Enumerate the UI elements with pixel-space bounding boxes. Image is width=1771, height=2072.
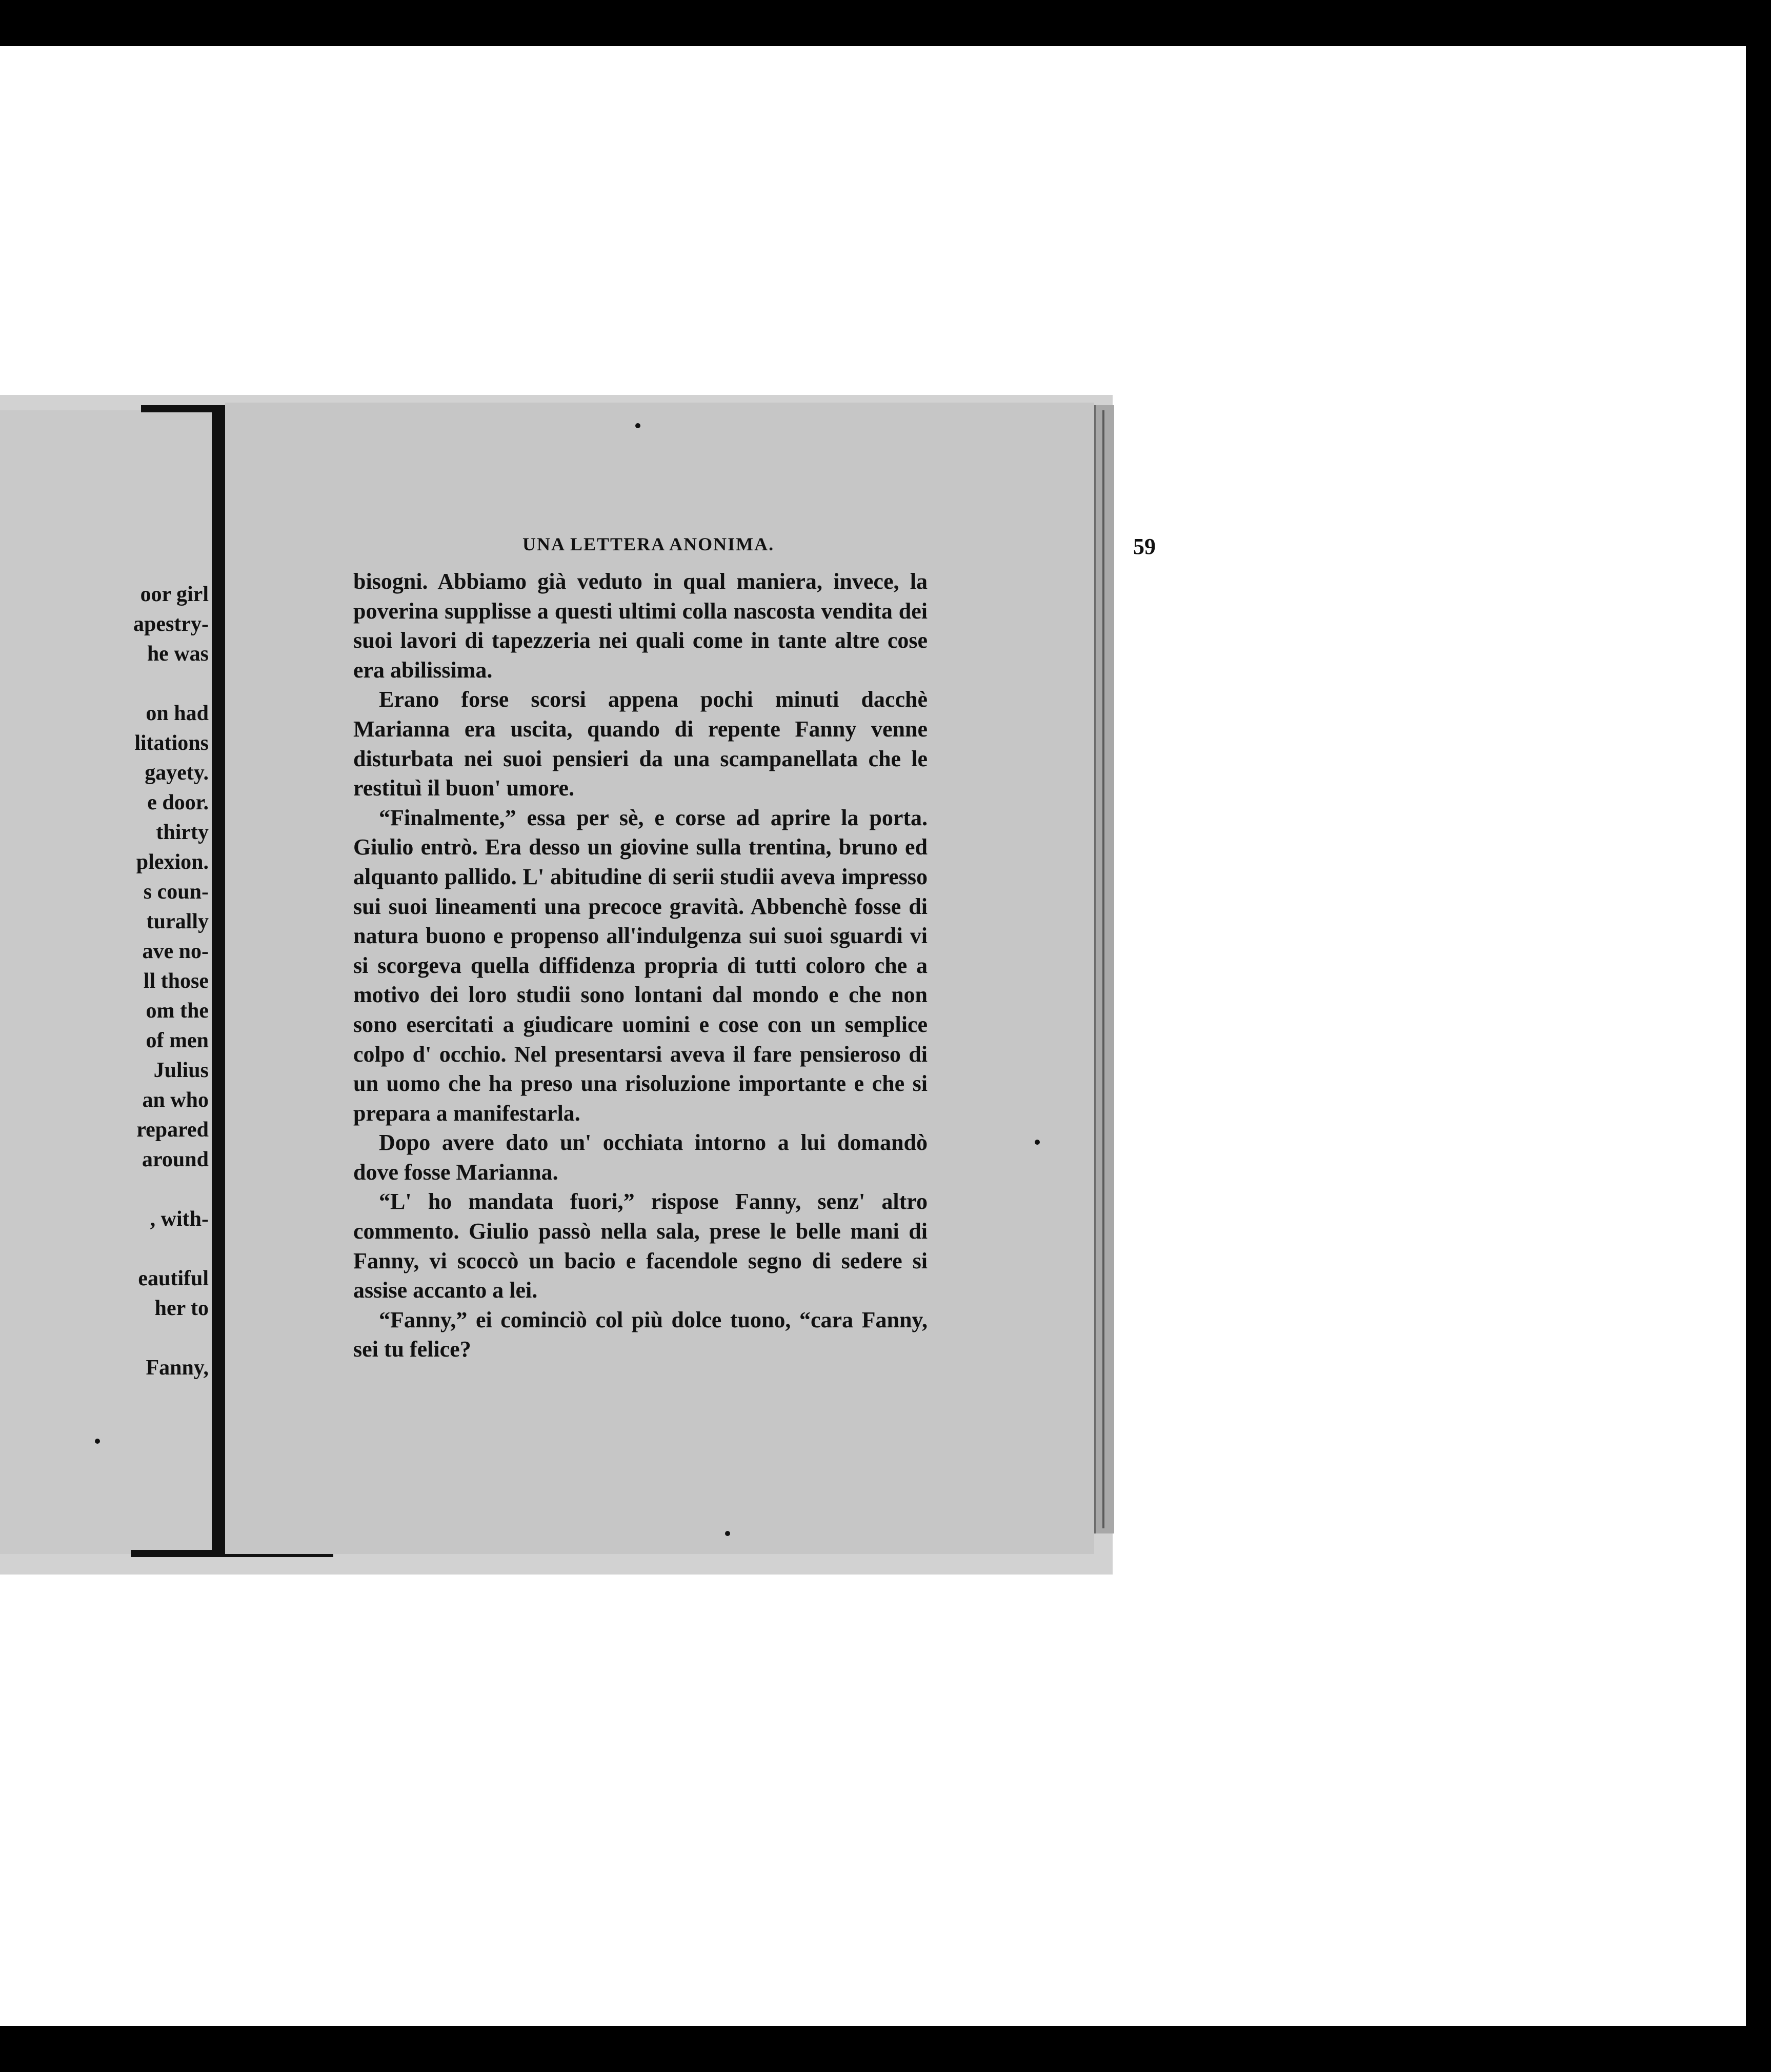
scan-border-right — [1746, 0, 1771, 2072]
left-page-line: s coun- — [143, 880, 209, 904]
left-page-line: he was — [147, 642, 209, 666]
page-number: 59 — [1133, 534, 1156, 559]
left-page-line: ll those — [143, 969, 209, 993]
left-page-line — [4, 1323, 209, 1353]
speck-mark — [95, 1439, 100, 1444]
speck-mark — [1035, 1140, 1040, 1145]
left-page-line: ave no- — [142, 940, 209, 963]
scan-border-bottom — [0, 2026, 1771, 2072]
paragraph: Dopo avere dato un' occhiata intorno a lui domandò dove fosse Marianna. — [353, 1130, 928, 1185]
paragraph: “L' ho mandata fuori,” rispose Fanny, senz' altro commento. Giulio passò nella sala, prese le belle mani di Fanny, vi scoccò un bacio e facendole segno di sedere si assise accanto a lei. — [353, 1189, 928, 1303]
left-page-line — [4, 1174, 209, 1204]
book-spine — [212, 410, 225, 1554]
left-page-line: Julius — [153, 1059, 209, 1082]
speck-mark — [725, 1531, 730, 1536]
left-page-line: litations — [134, 731, 209, 755]
left-page-line: her to — [154, 1297, 209, 1320]
left-page-line: plexion. — [136, 850, 209, 874]
left-page-line — [4, 1234, 209, 1264]
left-page — [0, 410, 213, 1554]
body-text — [353, 567, 928, 1364]
left-page-line: e door. — [147, 791, 209, 814]
left-page-line: of men — [146, 1029, 209, 1052]
left-page-text — [4, 580, 209, 1383]
left-page-line: turally — [146, 910, 209, 933]
paragraph: bisogni. Abbiamo già veduto in qual maniera, invece, la poverina supplisse a questi ultimi colla nascosta vendita dei suoi lavori di tapezzeria nei quali come in tante altre cose era abilissima. — [353, 569, 928, 683]
left-page-line: thirty — [156, 821, 209, 844]
left-page-line: oor girl — [140, 583, 209, 606]
left-page-line: , with- — [150, 1207, 209, 1231]
left-page-line: on had — [146, 702, 209, 725]
paragraph: “Fanny,” ei cominciò col più dolce tuono, “cara Fanny, sei tu felice? — [353, 1307, 928, 1362]
left-page-line: around — [142, 1148, 209, 1171]
left-page-line: an who — [142, 1088, 209, 1112]
page-edge-line — [1102, 410, 1104, 1528]
left-page-line: gayety. — [145, 761, 209, 785]
left-page-line: eautiful — [138, 1267, 209, 1290]
right-page — [225, 403, 1156, 1554]
running-title: UNA LETTERA ANONIMA. — [522, 534, 775, 554]
left-page-line: apestry- — [133, 612, 209, 636]
scan-border-top — [0, 0, 1771, 46]
left-page-line — [4, 669, 209, 699]
speck-mark — [635, 423, 640, 428]
left-page-line: repared — [136, 1118, 209, 1142]
paragraph: Erano forse scorsi appena pochi minuti dacchè Marianna era uscita, quando di repente Fanny venne disturbata nei suoi pensieri da una scampanellata che le restituì il buon' umore. — [353, 687, 928, 801]
left-page-line: Fanny, — [146, 1356, 209, 1380]
left-page-line: om the — [146, 999, 209, 1023]
paragraph: “Finalmente,” essa per sè, e corse ad aprire la porta. Giulio entrò. Era desso un giovine sulla trentina, bruno ed alquanto pallido. L' abitudine di serii studii aveva impresso sui suoi lineamenti una precoce gravità. Abbenchè fosse di natura buono e propenso all'indulgenza sui suoi sguardi vi si scorgeva quella diffidenza propria di tutti coloro che a motivo dei loro studii sono lontani dal mondo e che non sono esercitati a giudicare uomini e cose con un semplice colpo d' occhio. Nel presentarsi aveva il fare pensieroso di un uomo che ha preso una risoluzione importante e che si prepara a manifestarla. — [353, 805, 928, 1126]
